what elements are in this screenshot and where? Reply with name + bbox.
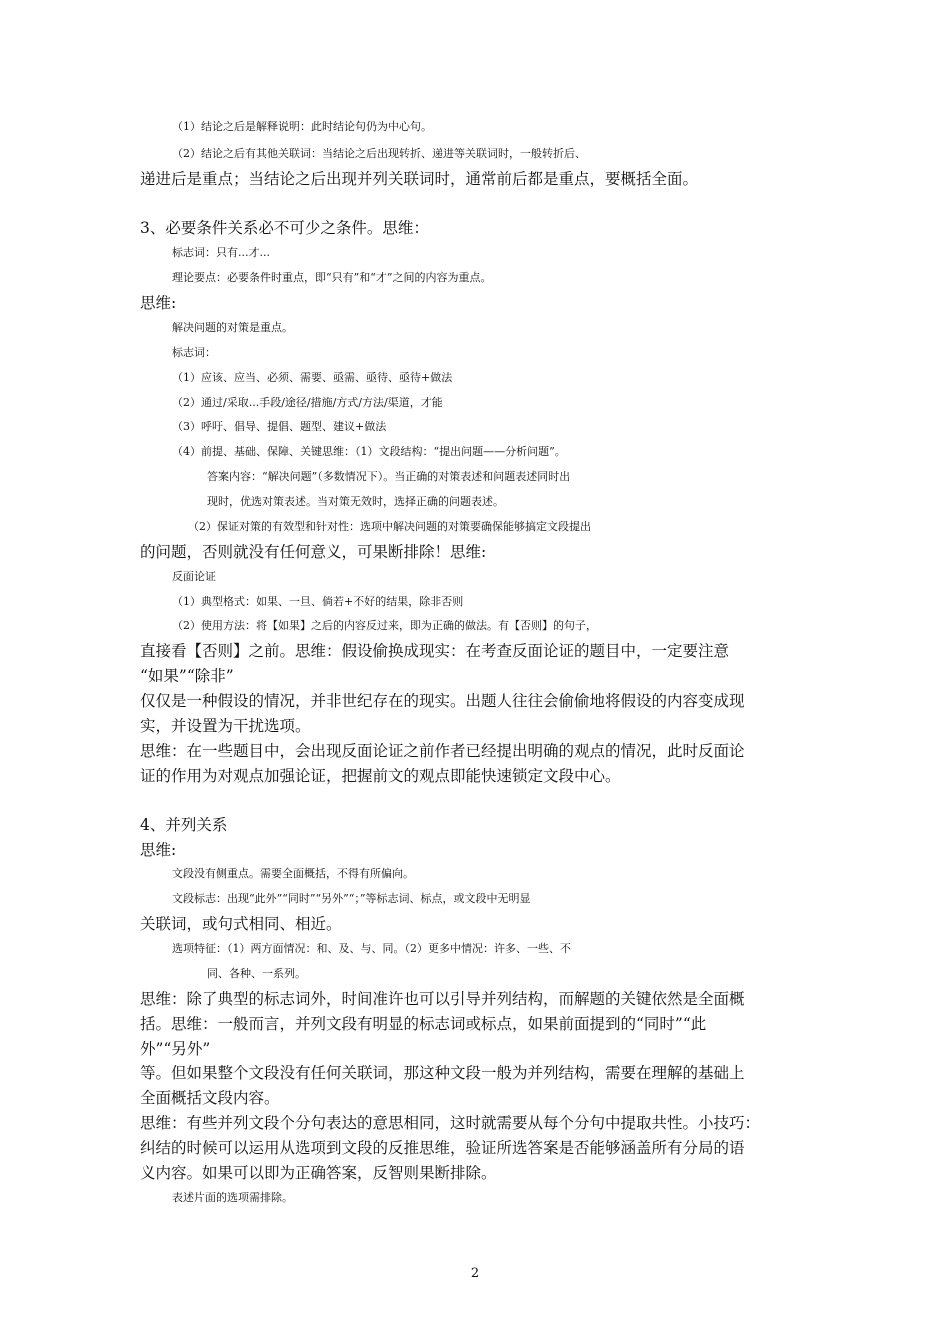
text-line: 选项特征：（1）两方面情况：和、及、与、同。（2）更多中情况：许多、一些、不	[172, 942, 571, 955]
text-line: （4）前提、基础、保障、关键思维：（1）文段结构：“提出问题——分析问题”。	[172, 445, 566, 458]
text-line: 的问题，否则就没有任何意义，可果断排除！思维:	[140, 543, 487, 561]
text-line: 思维:	[140, 841, 177, 859]
text-line: 理论要点：必要条件时重点，即“只有”和“才”之间的内容为重点。	[172, 271, 492, 284]
text-line: 关联词，或句式相同、相近。	[140, 915, 342, 933]
text-line: 现时，优选对策表述。当对策无效时，选择正确的问题表述。	[207, 495, 504, 508]
text-line: 等。但如果整个文段没有任何关联词，那这种文段一般为并列结构，需要在理解的基础上	[140, 1064, 745, 1082]
page-number: 2	[470, 1266, 480, 1281]
text-line: 纠结的时候可以运用从选项到文段的反推思维，验证所选答案是否能够涵盖所有分局的语	[140, 1139, 745, 1157]
text-line: 答案内容：“解决问题”（多数情况下）。当正确的对策表述和问题表述同时出	[207, 470, 571, 483]
text-line: （1）典型格式：如果、一旦、倘若+不好的结果，除非否则	[172, 595, 464, 608]
text-line: 直接看【否则】之前。思维：假设偷换成现实：在考查反面论证的题目中，一定要注意	[140, 642, 730, 660]
text-line: 标志词：	[172, 346, 216, 359]
text-line: 外”“另外”	[140, 1040, 211, 1058]
text-line: 递进后是重点；当结论之后出现并列关联词时，通常前后都是重点，要概括全面。	[140, 170, 699, 188]
text-line: 解决问题的对策是重点。	[172, 321, 293, 334]
section-heading: 3、必要条件关系必不可少之条件。思维：	[140, 219, 429, 237]
section-heading: 4、并列关系	[140, 816, 228, 834]
text-line: （2）结论之后有其他关联词：当结论之后出现转折、递进等关联词时，一般转折后、	[172, 147, 586, 160]
text-line: 思维：有些并列文段个分句表达的意思相同，这时就需要从每个分句中提取共性。小技巧：	[140, 1114, 761, 1132]
text-line: （3）呼吁、倡导、提倡、题型、建议+做法	[172, 420, 387, 433]
text-line: 思维:	[140, 294, 177, 312]
text-line: 思维：在一些题目中，会出现反面论证之前作者已经提出明确的观点的情况，此时反面论	[140, 742, 745, 760]
text-line: 标志词：只有...才...	[172, 246, 270, 259]
text-line: “如果”“除非”	[140, 667, 234, 685]
text-line: （1）结论之后是解释说明：此时结论句仍为中心句。	[172, 120, 432, 133]
text-line: 文段标志：出现“此外”“同时”“另外”“；”等标志词、标点，或文段中无明显	[172, 892, 531, 905]
text-line: 括。思维：一般而言，并列文段有明显的标志词或标点，如果前面提到的“同时”“此	[140, 1015, 707, 1033]
text-line: 同、各种、一系列。	[207, 967, 306, 980]
text-line: 思维：除了典型的标志词外，时间准许也可以引导并列结构，而解题的关键依然是全面概	[140, 990, 745, 1008]
text-line: 实，并设置为干扰选项。	[140, 717, 311, 735]
text-line: （2）使用方法：将【如果】之后的内容反过来，即为正确的做法。有【否则】的句子，	[172, 619, 597, 632]
text-line: 全面概括文段内容。	[140, 1089, 280, 1107]
text-line: （1）应该、应当、必须、需要、亟需、亟待、亟待+做法	[172, 371, 453, 384]
text-line: 表述片面的选项需排除。	[172, 1191, 293, 1204]
text-line: 证的作用为对观点加强论证，把握前文的观点即能快速锁定文段中心。	[140, 767, 621, 785]
text-line: （2）保证对策的有效型和针对性：选项中解决问题的对策要确保能够搞定文段提出	[188, 520, 591, 533]
text-line: 文段没有侧重点。需要全面概括，不得有所偏向。	[172, 867, 414, 880]
text-line: （2）通过/采取...手段/途径/措施/方式/方法/渠道，才能	[172, 396, 443, 409]
text-line: 反面论证	[172, 570, 216, 583]
text-line: 义内容。如果可以即为正确答案，反智则果断排除。	[140, 1164, 497, 1182]
text-line: 仅仅是一种假设的情况，并非世纪存在的现实。出题人往往会偷偷地将假设的内容变成现	[140, 692, 745, 710]
